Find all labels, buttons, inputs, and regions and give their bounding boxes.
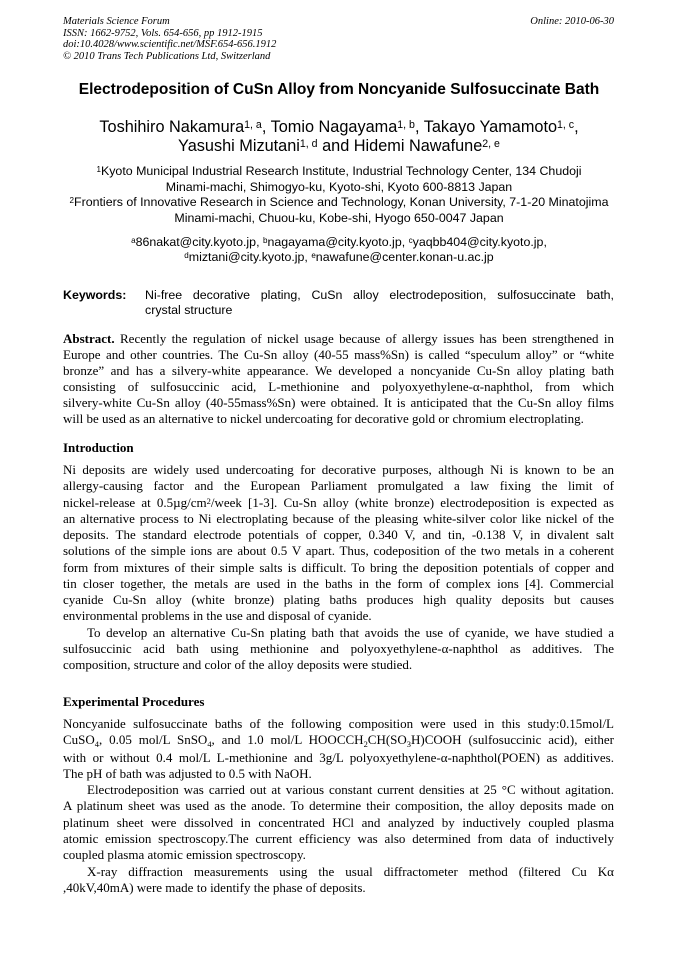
supscript: 2 [206,495,211,506]
subscript: 2 [363,739,368,750]
text-line: Minami-machi, Shimogyo-ku, Kyoto-shi, Kyoto 600-8813 Japan [165,179,513,194]
header-line: ISSN: 1662-9752, Vols. 654-656, pp 1912-1915 [63,27,263,39]
supscript: e [311,251,316,260]
text-line: platinum sheet were dissolved in concentrated HCl and analyzed by inductively coupled plasma [63,814,614,830]
supscript: b [262,236,268,245]
paragraph [63,716,614,782]
text-line: bronze” and has a silvery-white appearance. We developed a noncyanide Cu-Sn alloy plating bath [63,363,614,378]
text-line: form from mixtures of their simple salts is difficult. To bring the deposition potentials of copper and [63,559,614,575]
header-line: Materials Science Forum [63,16,170,27]
experimental-body [63,716,614,896]
text-line: CuSO$_4$, 0.05 mol/L SnSO$_4$, and 1.0 mol/L $HOOCCH_2CH(SO_3H)COOH$ (sulfosuccinic acid), either [63,732,614,750]
emails [0,235,678,265]
text-line: A platinum sheet was used as the anode. To determine their composition, the alloy deposits made on [63,798,614,814]
text-line: Toshihiro Nakamura$^{1, a}$, Tomio Nagayama$^{1, b}$, Takayo Yamamoto$^{1, c}$, [99,118,579,136]
text-line: Yasushi Mizutani$^{1, d}$ and Hidemi Nawafune$^{2, e}$ [178,137,500,155]
authors [0,118,678,156]
subscript: 4 [207,739,212,750]
bold-label: Abstract. [63,331,115,346]
online-date: Online: 2010-06-30 [530,16,614,27]
supscript: 1, d [299,138,318,150]
text-line: nickel-release at $0.5\mu g/cm^2$/week [1-3]. Cu-Sn alloy (white bronze) electrodeposition is expected as [63,494,614,510]
text-line: To develop an alternative Cu-Sn plating bath that avoids the use of cyanide, we have studied a [87,624,614,640]
affiliations [0,164,678,226]
supscript: c [408,236,413,245]
text-line: crystal structure [145,303,233,317]
text-line: cyanide Cu-Sn alloy (white bronze) plating baths produces high quality deposits but causes [63,592,614,607]
introduction-body [63,462,614,673]
text-line: coupled plasma atomic emission spectroscopy. [63,847,306,863]
text-line: an alternative process to Ni electroplating because of the pleasing white-silver color like nickel of the [63,510,614,526]
text-line: Minami-machi, Chuou-ku, Kobe-shi, Hyogo 650-0047 Japan [174,210,504,225]
text-line: will be used as an alternative to nickel undercoating for decorative gold or chromium electroplating. [63,411,584,426]
text-line: silvery-white Cu-Sn alloy (40-55mass%Sn) were obtained. It is anticipated that the Cu-Sn alloy films [63,395,614,410]
supscript: 1, b [397,119,415,131]
supscript: 1, a [244,119,262,131]
supscript: a [131,236,136,245]
text-line: $^a$86nakat@city.kyoto.jp, $^b$nagayama@city.kyoto.jp, $^c$yaqbb404@city.kyoto.jp, [131,235,547,249]
keywords-label: Keywords: [63,288,127,302]
text-line: Europe and other countries. The Cu-Sn alloy (40-55 mass%Sn) is called “speculum alloy” or “white [63,347,614,362]
supscript: 1 [96,165,101,174]
header-line: © 2010 Trans Tech Publications Ltd, Switzerland [63,51,271,63]
text-line: X-ray diffraction measurements using the usual diffractometer method (filtered Cu Kα [87,863,614,879]
text-line: solutions of the simple ions are about 0.5 V apart. Thus, codeposition of the two metals in a coherent [63,543,614,559]
text-line: deposits. The standard electrode potentials of copper, 0.340 V, and tin, -0.138 V, in divalent salt [63,527,614,542]
paragraph [63,864,614,897]
text-line: ,40kV,40mA) were made to identify the phase of deposits. [63,879,366,895]
subscript: 4 [94,739,100,750]
paragraph [63,625,614,674]
section-heading-introduction: Introduction [63,440,134,455]
text-line: Noncyanide sulfosuccinate baths of the following composition were used in this study:0.15mol/L [63,716,614,731]
paragraph [63,782,614,863]
text-line: $^1$Kyoto Municipal Industrial Research Institute, Industrial Technology Center, 134 Chudoji [96,164,582,178]
supscript: 2, e [482,138,500,150]
text-line: Ni-free decorative plating, CuSn alloy electrodeposition, sulfosuccinate bath, [145,288,614,302]
text-line: allergy-causing factor and the European Parliament promulgated a law fixing the limit of [63,478,614,494]
text-line: tin closer together, the metals are used in the baths in the form of complex ions [4]. Commercial [63,575,614,591]
paper-title: Electrodeposition of CuSn Alloy from Noncyanide Sulfosuccinate Bath [78,81,600,98]
text-line: with or without 0.4 mol/L L-methionine and 3g/L polyoxyethylene-α-naphthol(POEN) as additives. [63,749,614,765]
text-line: $^d$miztani@city.kyoto.jp, $^e$nawafune@center.konan-u.ac.jp [184,250,494,264]
paragraph [63,462,614,625]
text-line: The pH of bath was adjusted to 0.5 with NaOH. [63,765,312,781]
subscript: 3 [406,739,412,750]
text-line: $^2$Frontiers of Innovative Research in Science and Technology, Konan University, 7-1-20 Minatojima [69,195,609,209]
supscript: d [184,251,189,260]
text-line: sulfosuccinic acid bath using methionine and polyoxyethylene-α-naphthol as additives. The [63,640,614,656]
abstract [63,331,614,427]
journal-header [63,16,276,63]
supscript: 1, c [557,119,575,131]
text-line: Abstract. Recently the regulation of nickel usage because of allergy issues has been strengthened in [63,331,614,346]
header-line: doi:10.4028/www.scientific.net/MSF.654-656.1912 [63,39,277,51]
text-line: atomic emission spectroscopy.The current efficiency was also determined from data of inductively [63,831,614,847]
text-line: composition, structure and color of the alloy deposits were studied. [63,657,413,672]
section-heading-experimental: Experimental Procedures [63,694,205,709]
text-line: Electrodeposition was carried out at various constant current densities at 25 °C without agitation. [87,782,614,798]
supscript: 2 [69,196,75,205]
text-line: consisting of sulfosuccinic acid, L-methionine and polyoxyethylene-α-naphthol, from which [63,379,614,394]
text-line: Ni deposits are widely used undercoating for decorative purposes, although Ni is known to be an [63,462,614,477]
keywords-text [145,288,614,318]
text-line: environmental problems in the use and disposal of cyanide. [63,608,372,624]
